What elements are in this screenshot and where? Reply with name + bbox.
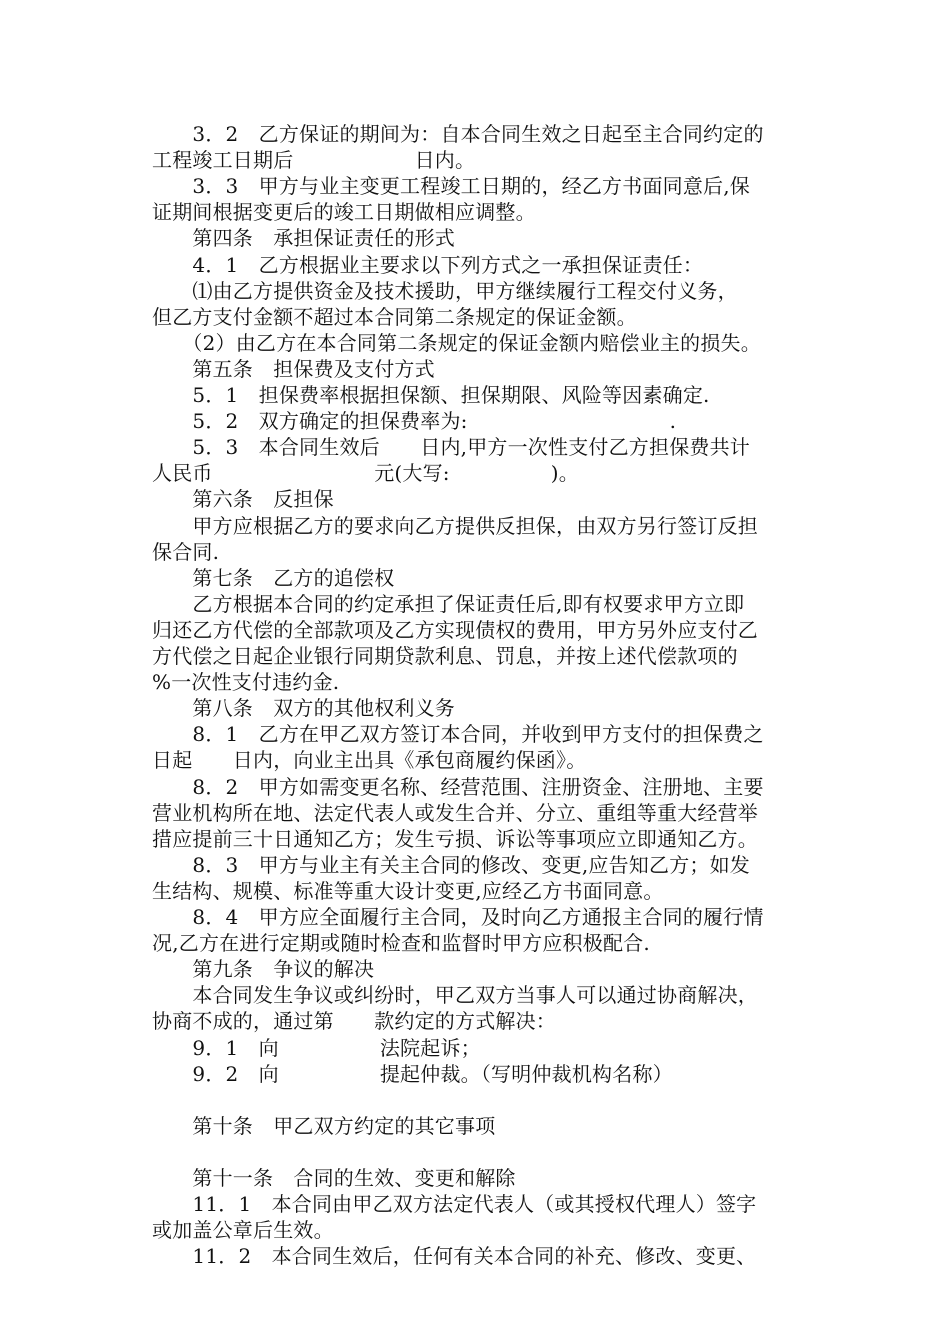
- text-line: 8．3 甲方与业主有关主合同的修改、变更,应告知乙方；如发: [152, 852, 751, 877]
- text-line: 或加盖公章后生效。: [152, 1218, 334, 1243]
- text-line: 工程竣工日期后 日内。: [152, 148, 476, 173]
- text-line: 9．2 向 提起仲裁。（写明仲裁机构名称）: [152, 1061, 673, 1086]
- text-line: 人民币 元(大写: )。: [152, 461, 579, 486]
- text-line: %一次性支付违约金.: [152, 670, 340, 695]
- text-line: 3．2 乙方保证的期间为：自本合同生效之日起至主合同约定的: [152, 122, 764, 146]
- text-line: 11．2 本合同生效后，任何有关本合同的补充、修改、变更、: [152, 1244, 757, 1269]
- text-line: 第四条 承担保证责任的形式: [152, 226, 455, 251]
- text-line: 但乙方支付金额不超过本合同第二条规定的保证金额。: [152, 304, 637, 329]
- text-line: 归还乙方代偿的全部款项及乙方实现债权的费用，甲方另外应支付乙: [152, 617, 758, 642]
- text-line: 9．1 向 法院起诉；: [152, 1035, 481, 1060]
- text-line: 方代偿之日起企业银行同期贷款利息、罚息，并按上述代偿款项的: [152, 644, 738, 668]
- text-line: 甲方应根据乙方的要求向乙方提供反担保，由双方另行签订反担: [152, 513, 758, 538]
- text-line: 8．1 乙方在甲乙双方签订本合同，并收到甲方支付的担保费之: [152, 722, 764, 747]
- text-line: 3．3 甲方与业主变更工程竣工日期的，经乙方书面同意后,保: [152, 174, 751, 199]
- text-line: 5．1 担保费率根据担保额、担保期限、风险等因素确定.: [152, 383, 710, 407]
- text-line: 4．1 乙方根据业主要求以下列方式之一承担保证责任：: [152, 252, 704, 277]
- text-line: 第十一条 合同的生效、变更和解除: [152, 1166, 516, 1190]
- text-line: 况,乙方在进行定期或随时检查和监督时甲方应积极配合.: [152, 931, 650, 956]
- text-line: 11．1 本合同由甲乙双方法定代表人（或其授权代理人）签字: [152, 1192, 757, 1217]
- text-line: 8．4 甲方应全面履行主合同，及时向乙方通报主合同的履行情: [152, 905, 764, 929]
- text-line: 第六条 反担保: [152, 487, 334, 512]
- text-line: 措应提前三十日通知乙方；发生亏损、诉讼等事项应立即通知乙方。: [152, 826, 758, 851]
- text-line: 营业机构所在地、法定代表人或发生合并、分立、重组等重大经营举: [152, 800, 758, 825]
- text-line: 本合同发生争议或纠纷时，甲乙双方当事人可以通过协商解决，: [152, 983, 758, 1008]
- text-line: 乙方根据本合同的约定承担了保证责任后,即有权要求甲方立即: [152, 591, 745, 616]
- text-line: 日起 日内，向业主出具《承包商履约保函》。: [152, 748, 587, 773]
- text-line: 生结构、规模、标准等重大设计变更,应经乙方书面同意。: [152, 878, 664, 903]
- text-line: 第九条 争议的解决: [152, 957, 375, 982]
- text-line: 第五条 担保费及支付方式: [152, 356, 435, 381]
- text-line: （2）由乙方在本合同第二条规定的保证金额内赔偿业主的损失。: [152, 330, 761, 355]
- text-line: 第七条 乙方的追偿权: [152, 565, 395, 590]
- text-line: 8．2 甲方如需变更名称、经营范围、注册资金、注册地、主要: [152, 774, 764, 799]
- text-line: 第八条 双方的其他权利义务: [152, 696, 455, 721]
- text-line: ⑴由乙方提供资金及技术援助，甲方继续履行工程交付义务，: [152, 278, 738, 303]
- text-line: 保合同.: [152, 539, 220, 564]
- text-line: 5．3 本合同生效后 日内,甲方一次性支付乙方担保费共计: [152, 435, 751, 460]
- text-line: 协商不成的，通过第 款约定的方式解决：: [152, 1009, 556, 1034]
- text-line: 证期间根据变更后的竣工日期做相应调整。: [152, 200, 536, 225]
- text-line: 第十条 甲乙双方约定的其它事项: [152, 1113, 496, 1138]
- text-line: 5．2 双方确定的担保费率为: .: [152, 409, 677, 434]
